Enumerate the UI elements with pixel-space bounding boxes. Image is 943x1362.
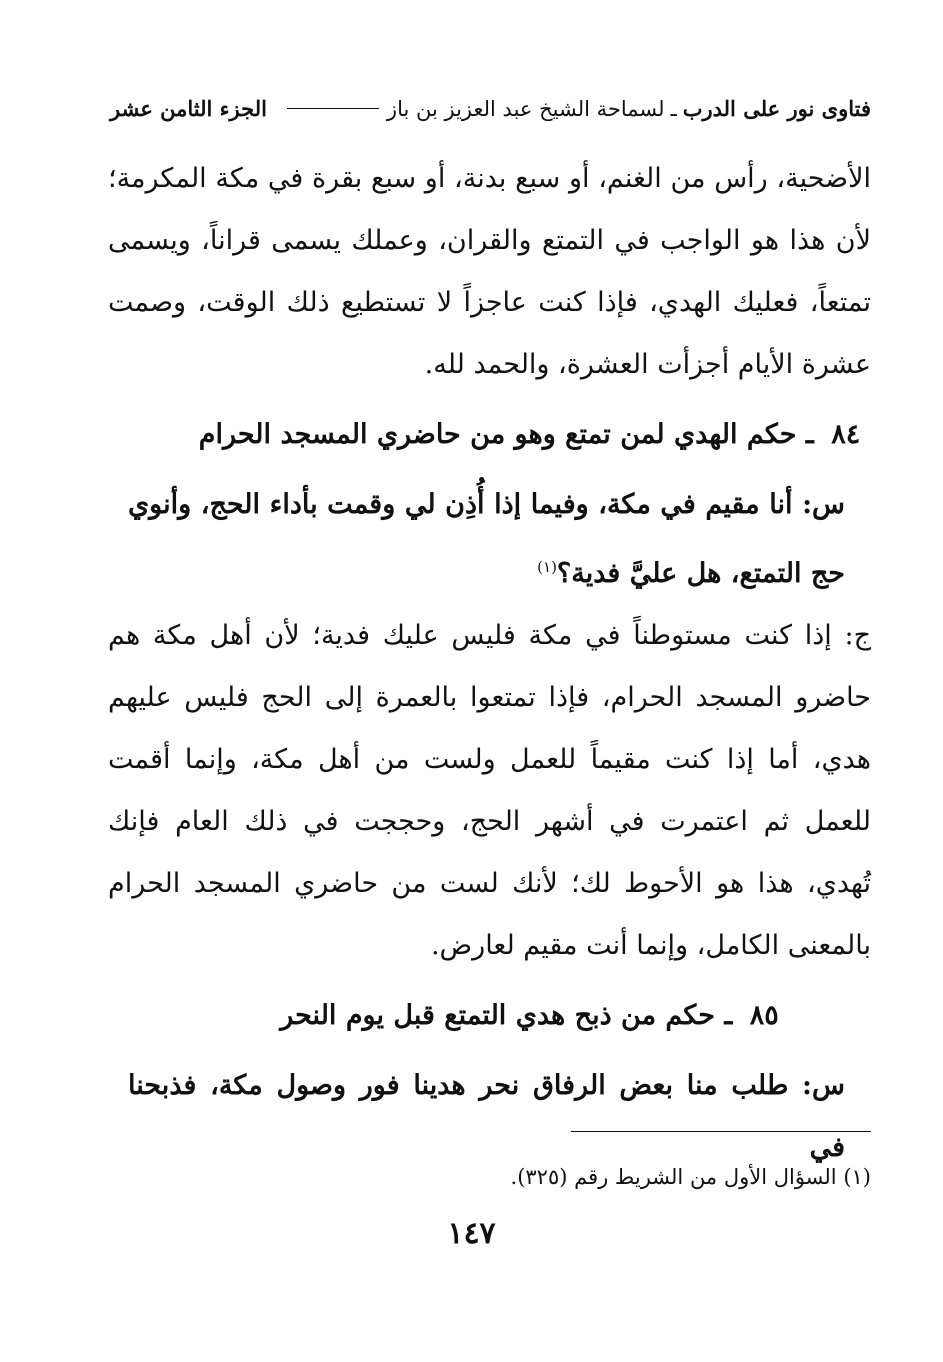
- question-85: س: طلب منا بعض الرفاق نحر هدينا فور وصول مكة، فذبحنا في: [128, 1070, 845, 1163]
- author-line: لسماحة الشيخ عبد العزيز بن باز: [386, 96, 665, 121]
- section-title: حكم من ذبح هدي التمتع قبل يوم النحر: [280, 1000, 716, 1031]
- running-header: فتاوى نور على الدرب ـ لسماحة الشيخ عبد العزيز بن باز الجزء الثامن عشر: [110, 96, 871, 121]
- header-separator: [287, 108, 379, 109]
- section-heading-85: ٨٥ ـ حكم من ذبح هدي التمتع قبل يوم النحر: [280, 1000, 779, 1031]
- footnote-divider: [571, 1131, 871, 1132]
- footnote-reference: (١): [537, 558, 557, 576]
- continued-paragraph: الأضحية، رأس من الغنم، أو سبع بدنة، أو سبع بقرة في مكة المكرمة؛ لأن هذا هو الواجب في التمتع والقران، وعملك يسمى قراناً، ويسمى تمتعاً، فعليك الهدي، فإذا كنت عاجزاً لا تستطيع ذلك الوقت، وصمت عشرة الأيام أجزأت العشرة، والحمد لله.: [108, 163, 871, 380]
- page-number: ١٤٧: [447, 1216, 496, 1251]
- section-title: حكم الهدي لمن تمتع وهو من حاضري المسجد الحرام: [198, 419, 797, 450]
- volume-label: الجزء الثامن عشر: [110, 96, 267, 121]
- section-heading-84: ٨٤ ـ حكم الهدي لمن تمتع وهو من حاضري المسجد الحرام: [198, 419, 861, 450]
- section-number: ٨٤: [831, 419, 861, 450]
- question-84: س: أنا مقيم في مكة، وفيما إذا أُذِن لي وقمت بأداء الحج، وأنوي حج التمتع، هل عليَّ فدية؟$^{(١)}$: [128, 489, 845, 589]
- book-title: فتاوى نور على الدرب: [682, 96, 871, 121]
- section-number: ٨٥: [749, 1000, 779, 1031]
- answer-84: ج: إذا كنت مستوطناً في مكة فليس عليك فدية؛ لأن أهل مكة هم حاضرو المسجد الحرام، فإذا تمتعوا بالعمرة إلى الحج فليس عليهم هدي، أما إذا كنت مقيماً للعمل ولست من أهل مكة، وإنما أقمت للعمل ثم اعتمرت في أشهر الحج، وحججت في ذلك العام فإنك تُهدي، هذا هو الأحوط لك؛ لأنك لست من حاضري المسجد الحرام بالمعنى الكامل، وإنما أنت مقيم لعارض.: [108, 620, 871, 961]
- footnote: (١) السؤال الأول من الشريط رقم (٣٢٥).: [510, 1165, 871, 1189]
- main-text: [108, 148, 871, 1179]
